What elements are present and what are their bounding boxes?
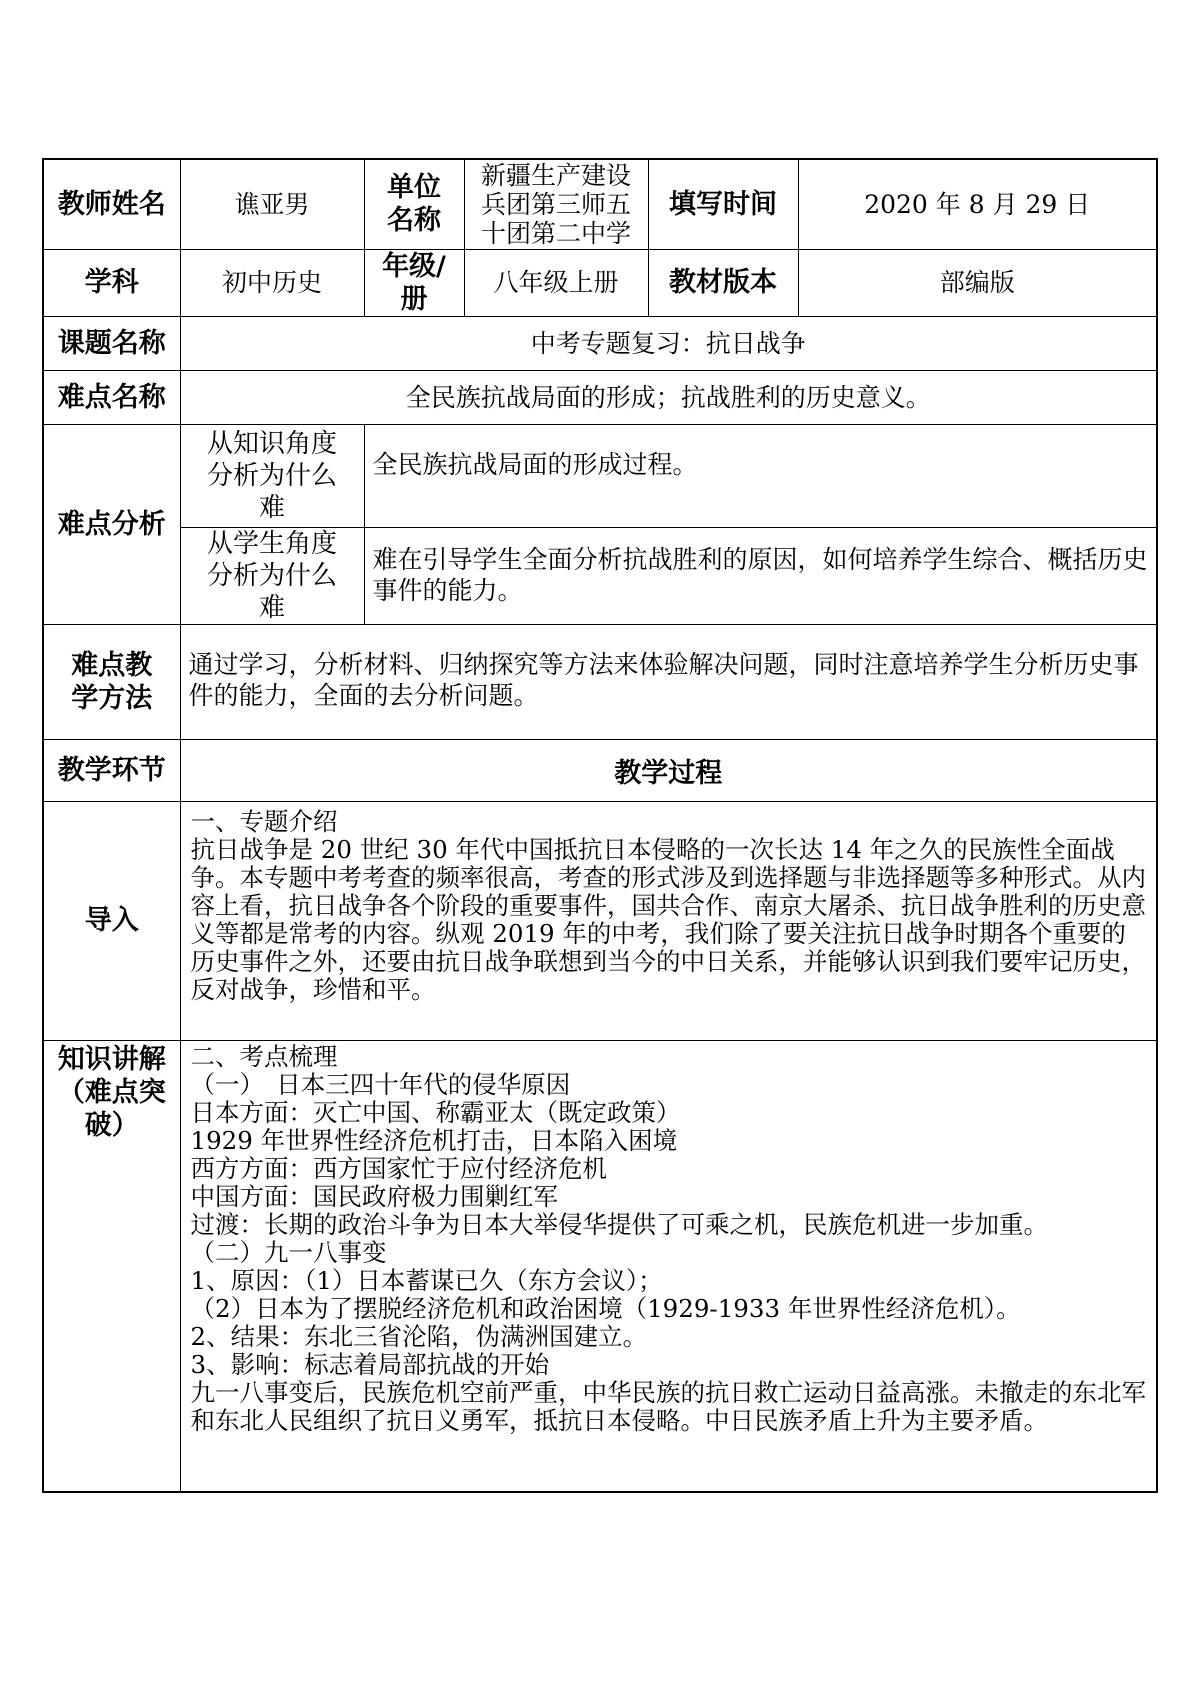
row-difficulty — [43, 370, 1157, 424]
student-angle-label: 从学生角度分析为什么难 — [180, 527, 364, 624]
difficulty-label: 难点名称 — [43, 370, 180, 424]
topic-value: 中考专题复习：抗日战争 — [180, 316, 1157, 370]
knowledge-line: 日本方面：灭亡中国、称霸亚太（既定政策） — [190, 1097, 681, 1127]
knowledge-line: 2、结果：东北三省沦陷，伪满洲国建立。 — [190, 1321, 648, 1351]
knowledge-line: （二）九一八事变 — [190, 1237, 387, 1267]
process-step-label: 教学环节 — [43, 739, 180, 801]
knowledge-content — [180, 1040, 1157, 1492]
knowledge-line: 二、考点梳理 — [190, 1041, 338, 1071]
time-label: 填写时间 — [648, 159, 798, 249]
time-value: 2020 年 8 月 29 日 — [798, 159, 1157, 249]
knowledge-angle-value: 全民族抗战局面的形成过程。 — [364, 424, 1157, 527]
method-label: 难点教学方法 — [43, 624, 180, 739]
row-analysis-knowledge — [43, 424, 1157, 527]
edition-label: 教材版本 — [648, 249, 798, 316]
row-process-header — [43, 739, 1157, 801]
intro-label: 导入 — [43, 801, 180, 1040]
knowledge-line: 西方方面：西方国家忙于应付经济危机 — [190, 1153, 607, 1183]
knowledge-line: 过渡：长期的政治斗争为日本大举侵华提供了可乘之机，民族危机进一步加重。 — [190, 1209, 1048, 1239]
row-teacher — [43, 159, 1157, 249]
edition-value: 部编版 — [798, 249, 1157, 316]
subject-value: 初中历史 — [180, 249, 364, 316]
analysis-label: 难点分析 — [43, 424, 180, 624]
method-value: 通过学习，分析材料、归纳探究等方法来体验解决问题，同时注意培养学生分析历史事件的能力，全面的去分析问题。 — [180, 624, 1157, 739]
intro-content — [180, 801, 1157, 1040]
row-method — [43, 624, 1157, 739]
teacher-label: 教师姓名 — [43, 159, 180, 249]
difficulty-value: 全民族抗战局面的形成；抗战胜利的历史意义。 — [180, 370, 1157, 424]
row-subject — [43, 249, 1157, 316]
lesson-plan-table — [42, 158, 1158, 1493]
knowledge-line: （2）日本为了摆脱经济危机和政治困境（1929-1933 年世界性经济危机）。 — [190, 1293, 1021, 1323]
student-angle-value: 难在引导学生全面分析抗战胜利的原因，如何培养学生综合、概括历史事件的能力。 — [364, 527, 1157, 624]
knowledge-label: 知识讲解（难点突破） — [43, 1040, 180, 1492]
knowledge-line: 1929 年世界性经济危机打击，日本陷入困境 — [190, 1125, 678, 1155]
process-title: 教学过程 — [180, 739, 1157, 801]
teacher-value: 谯亚男 — [180, 159, 364, 249]
knowledge-line: 九一八事变后，民族危机空前严重，中华民族的抗日救亡运动日益高涨。未撤走的东北军和东北人民组织了抗日义勇军，抵抗日本侵略。中日民族矛盾上升为主要矛盾。 — [190, 1377, 1146, 1435]
topic-label: 课题名称 — [43, 316, 180, 370]
unit-value: 新疆生产建设兵团第三师五十团第二中学 — [464, 159, 648, 249]
grade-value: 八年级上册 — [464, 249, 648, 316]
row-analysis-student — [43, 527, 1157, 624]
row-topic — [43, 316, 1157, 370]
unit-label: 单位名称 — [364, 159, 464, 249]
knowledge-line: （一） 日本三四十年代的侵华原因 — [190, 1069, 571, 1099]
intro-line: 一、专题介绍 — [190, 806, 338, 836]
knowledge-line: 中国方面：国民政府极力围剿红军 — [190, 1181, 558, 1211]
knowledge-angle-label: 从知识角度分析为什么难 — [180, 424, 364, 527]
subject-label: 学科 — [43, 249, 180, 316]
row-intro — [43, 801, 1157, 1040]
knowledge-line: 1、原因：（1）日本蓄谋已久（东方会议）； — [190, 1265, 663, 1295]
intro-line: 抗日战争是 20 世纪 30 年代中国抵抗日本侵略的一次长达 14 年之久的民族性全面战争。本专题中考考查的频率很高，考查的形式涉及到选择题与非选择题等多种形式。从内容上看，抗日战争各个阶段的重要事件，国共合作、南京大屠杀、抗日战争胜利的历史意义等都是常考的内容。纵观 2019 年的中考，我们除了要关注抗日战争时期各个重要的历史事件之外，还要由抗日战争联想到当今的中日关系，并能够认识到我们要牢记历史，反对战争，珍惜和平。 — [190, 834, 1146, 1004]
row-knowledge — [43, 1040, 1157, 1492]
lesson-plan-form — [42, 158, 1156, 1493]
grade-label: 年级/册 — [364, 249, 464, 316]
knowledge-line: 3、影响：标志着局部抗战的开始 — [190, 1349, 550, 1379]
